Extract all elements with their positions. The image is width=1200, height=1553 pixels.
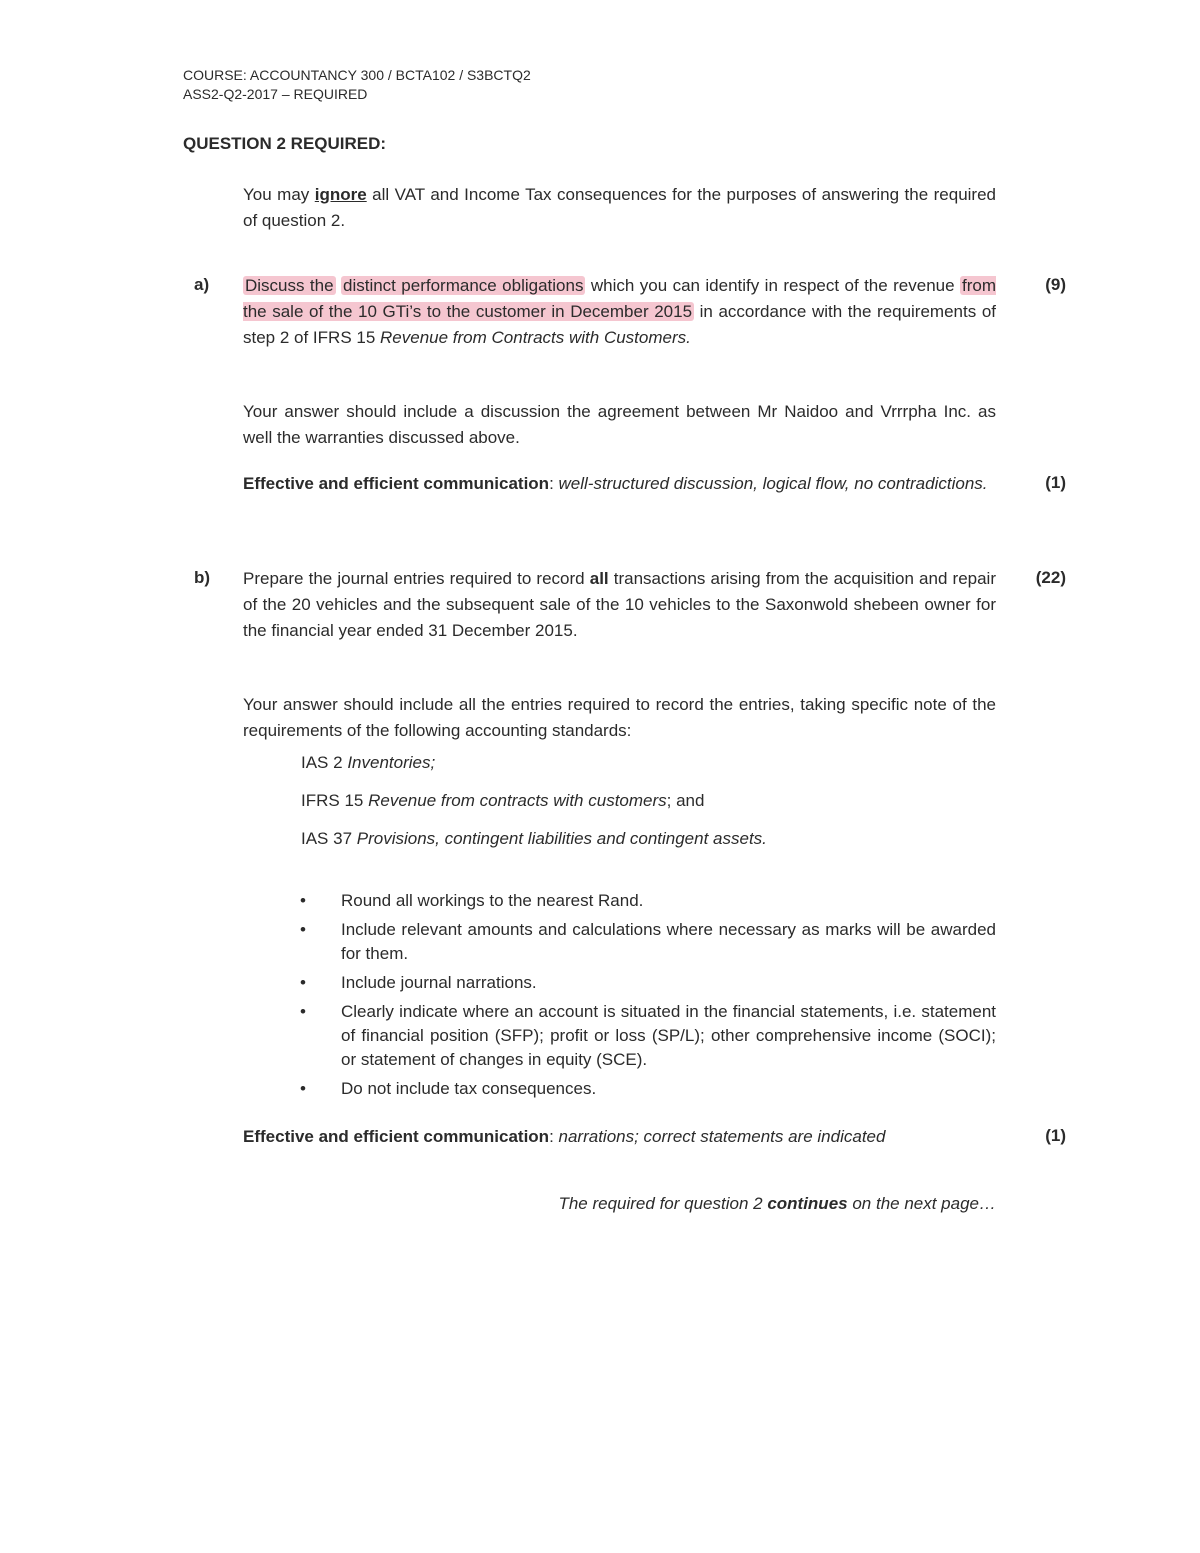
- course-header: COURSE: ACCOUNTANCY 300 / BCTA102 / S3BCTQ2: [183, 67, 531, 83]
- list-item: • Round all workings to the nearest Rand.: [300, 889, 996, 913]
- highlight-discuss: Discuss the: [245, 276, 334, 295]
- question-title: QUESTION 2 REQUIRED:: [183, 134, 387, 153]
- continuation-note: The required for question 2 continues on the next page…: [558, 1194, 996, 1213]
- standard-ias-37: IAS 37 Provisions, contingent liabilities and contingent assets.: [301, 829, 767, 848]
- assignment-code: ASS2-Q2-2017 – REQUIRED: [183, 86, 368, 102]
- part-a-communication: Effective and efficient communication: well-structured discussion, logical flow, no contradictions.: [243, 474, 988, 493]
- part-b-marks: (22): [1035, 568, 1066, 587]
- highlight-sale: from the sale of the 10 GTi’s to the customer in December 2015: [243, 276, 996, 321]
- part-a-marks: (9): [1045, 275, 1066, 294]
- part-a-question: Discuss the distinct performance obligations which you can identify in respect of the revenue from the sale of the 10 GTi’s to the customer in December 2015 in accordance with the requirements of step 2 of IFRS 15 Revenue from Contracts with Customers.: [243, 276, 996, 347]
- instruction-list: [300, 889, 996, 1106]
- part-b-guidance: Your answer should include all the entries required to record the entries, taking specific note of the requirements of the following accounting standards:: [243, 695, 996, 740]
- part-b-label: b): [194, 568, 211, 587]
- part-a-label: a): [194, 275, 210, 294]
- intro-paragraph: You may ignore all VAT and Income Tax consequences for the purposes of answering the required of question 2.: [243, 185, 996, 230]
- standard-ias-2: IAS 2 Inventories;: [301, 753, 436, 772]
- part-b-communication-marks: (1): [1045, 1126, 1066, 1145]
- part-b-question: Prepare the journal entries required to record all transactions arising from the acquisition and repair of the 20 vehicles and the subsequent sale of the 10 vehicles to the Saxonwold shebeen owner for the financial year ended 31 December 2015.: [243, 569, 996, 640]
- list-item: • Include relevant amounts and calculations where necessary as marks will be awarded for them.: [300, 918, 996, 966]
- list-item: • Include journal narrations.: [300, 971, 996, 995]
- part-b-communication: Effective and efficient communication: narrations; correct statements are indicated: [243, 1127, 886, 1146]
- standard-ifrs-15: IFRS 15 Revenue from contracts with customers; and: [301, 791, 705, 810]
- highlight-performance-obligations: distinct performance obligations: [342, 276, 584, 295]
- list-item: • Do not include tax consequences.: [300, 1077, 996, 1101]
- ignore-emphasis: ignore: [314, 185, 367, 204]
- part-a-guidance: Your answer should include a discussion the agreement between Mr Naidoo and Vrrrpha Inc. as well the warranties discussed above.: [243, 402, 996, 447]
- part-a-communication-marks: (1): [1045, 473, 1066, 492]
- list-item: • Clearly indicate where an account is situated in the financial statements, i.e. statement of financial position (SFP); profit or loss (SP/L); other comprehensive income (SOCI); or statement of changes in equity (SCE).: [300, 1000, 996, 1072]
